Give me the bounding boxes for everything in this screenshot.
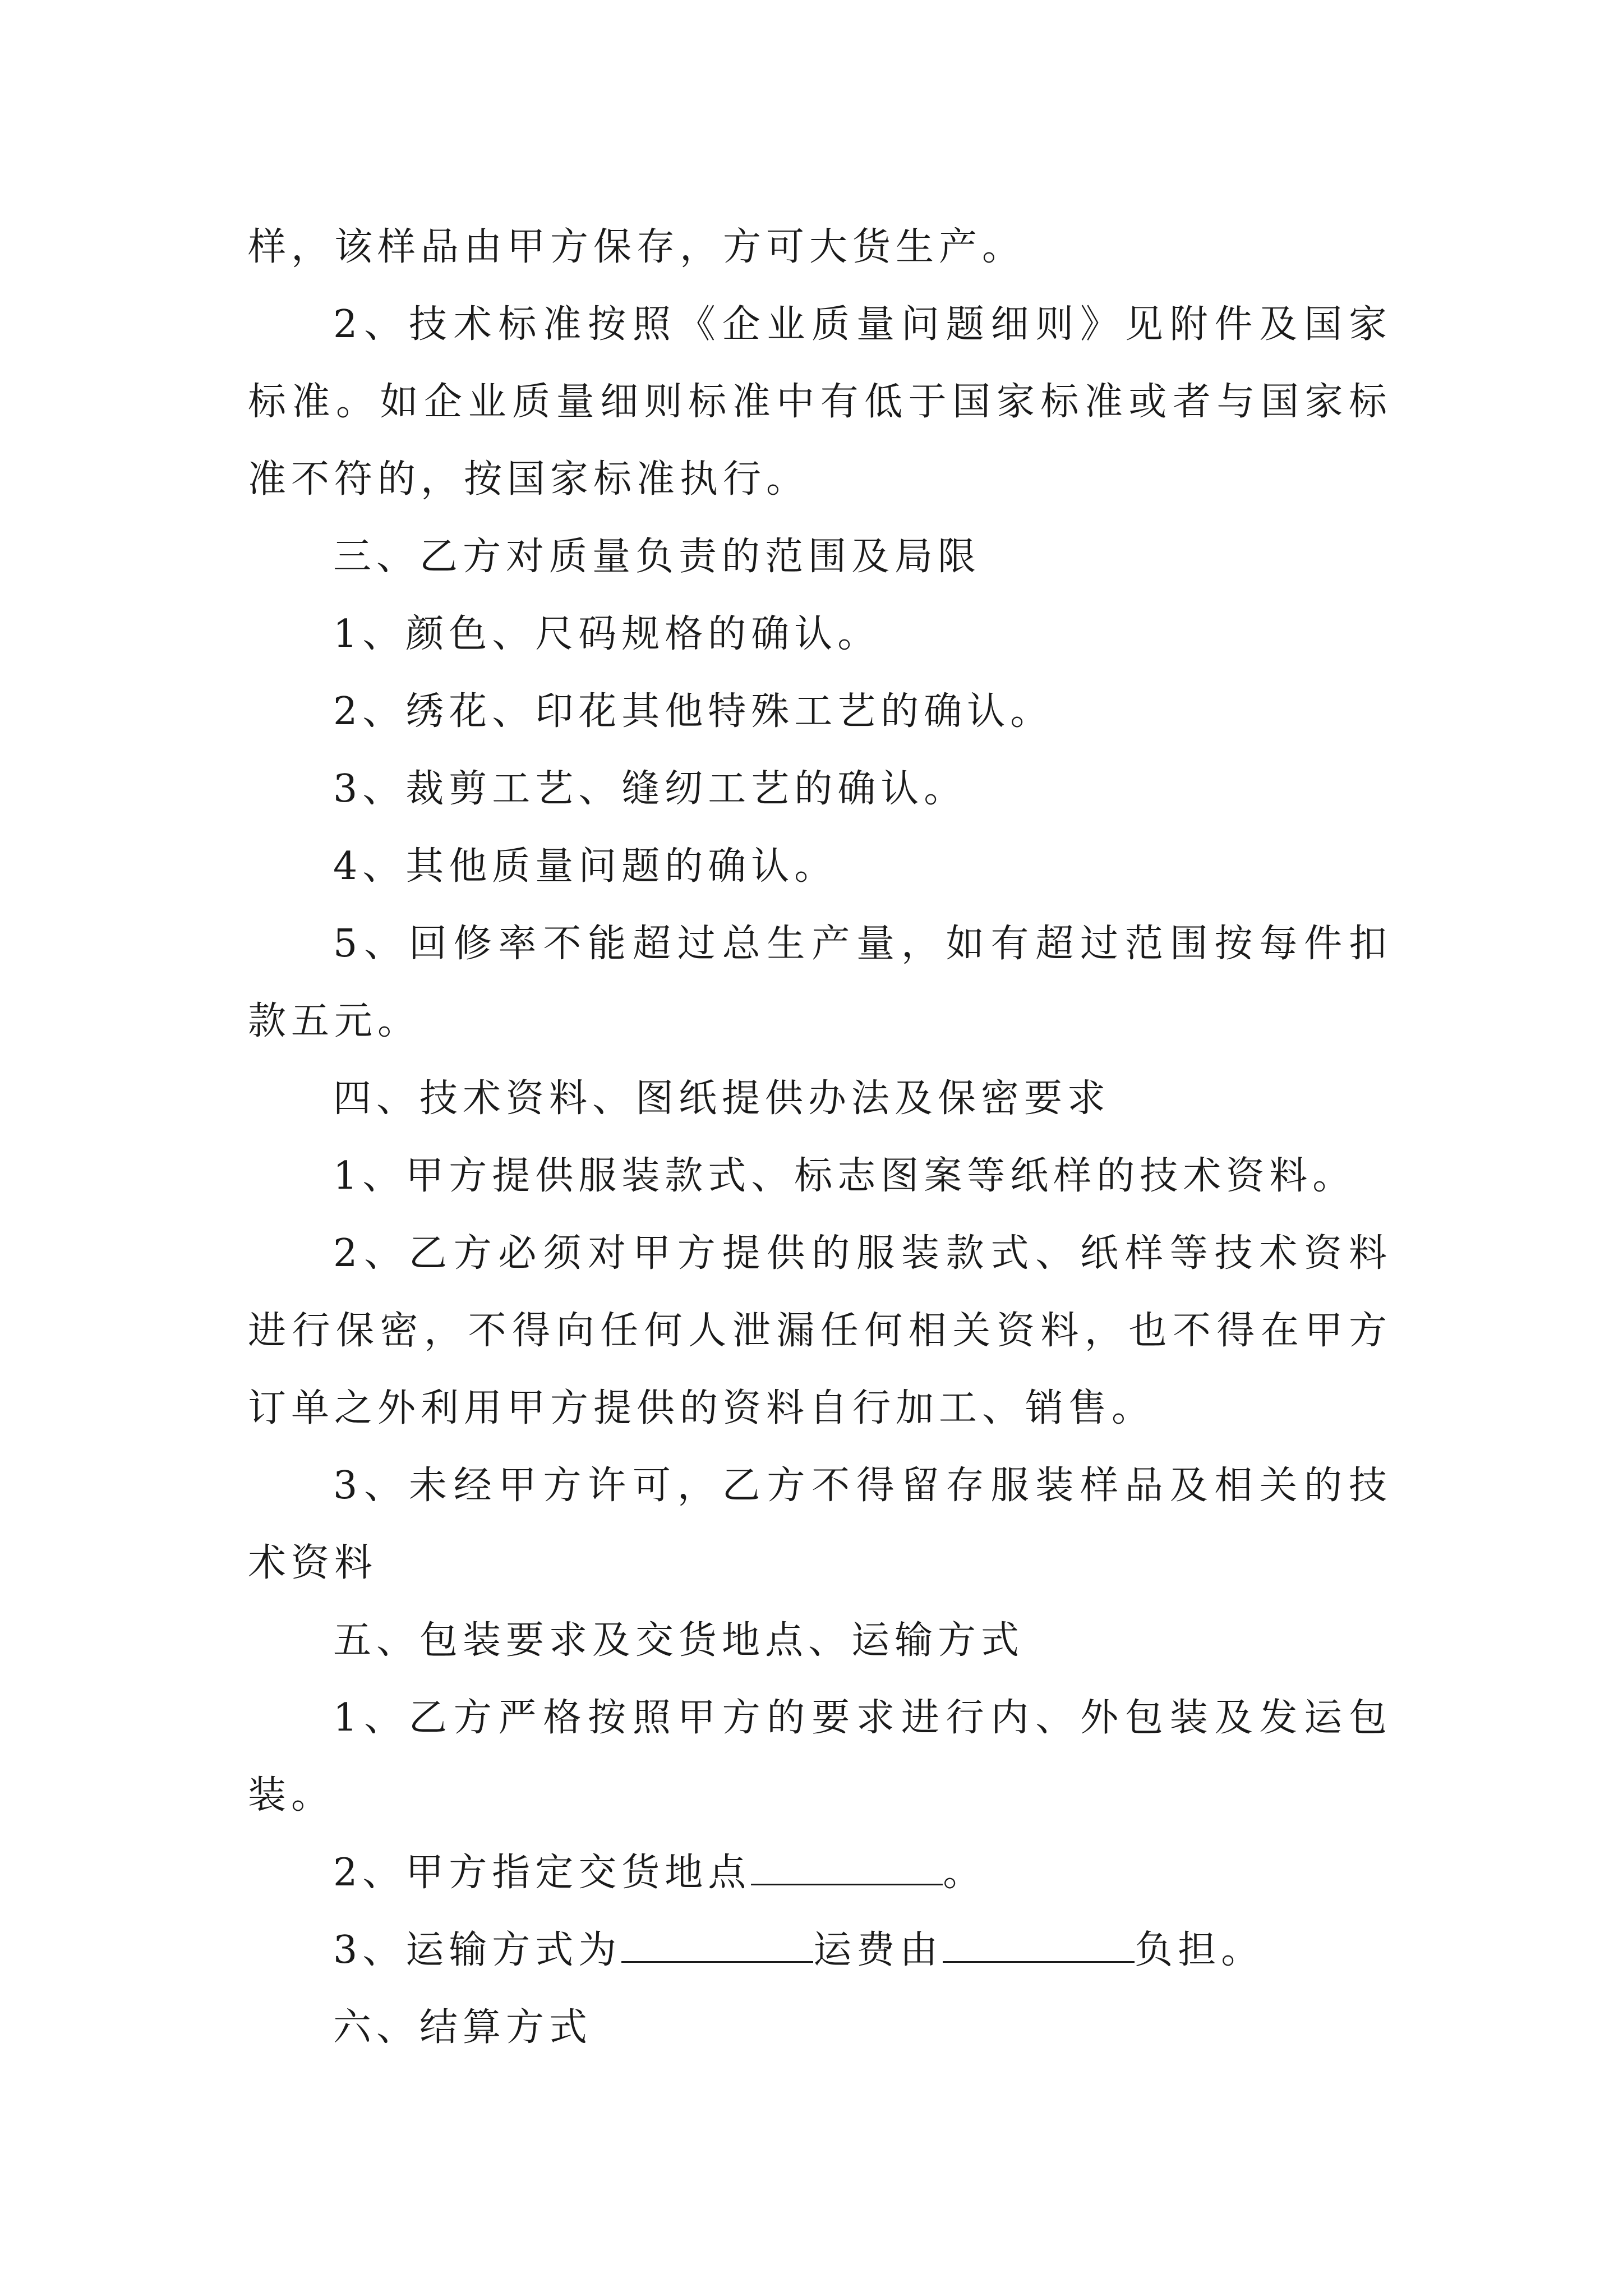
transport-prefix: 3、运输方式为: [333, 1928, 622, 1972]
paragraph-sample-storage: 样，该样品由甲方保存，方可大货生产。: [248, 225, 1026, 269]
list-item-delivery-place: [248, 1834, 1392, 1912]
transport-suffix: 负担。: [1135, 1928, 1265, 1972]
list-item-confidentiality: 2、乙方必须对甲方提供的服装款式、纸样等技术资料进行保密，不得向任何人泄漏任何相关资料，也不得在甲方订单之外利用甲方提供的资料自行加工、销售。: [248, 1231, 1392, 1430]
list-item-provide-data: 1、甲方提供服装款式、标志图案等纸样的技术资料。: [333, 1154, 1356, 1198]
paragraph-technical-standard: 2、技术标准按照《企业质量问题细则》见附件及国家标准。如企业质量细则标准中有低于国家标准或者与国家标准不符的，按国家标准执行。: [248, 302, 1392, 501]
transport-method-blank[interactable]: [621, 1926, 813, 1963]
section-heading-settlement: 六、结算方式: [333, 2005, 593, 2050]
transport-middle: 运费由: [813, 1928, 943, 1972]
section-heading-packaging: 五、包装要求及交货地点、运输方式: [333, 1618, 1025, 1663]
list-item-cutting-sewing: 3、裁剪工艺、缝纫工艺的确认。: [333, 767, 967, 811]
list-item-repair-rate: 5、回修率不能超过总生产量，如有超过范围按每件扣款五元。: [248, 922, 1392, 1043]
list-item-packaging: 1、乙方严格按照甲方的要求进行内、外包装及发运包装。: [248, 1696, 1392, 1818]
freight-payer-blank[interactable]: [943, 1926, 1135, 1963]
delivery-place-suffix: 。: [943, 1851, 986, 1895]
list-item-transport: [248, 1912, 1392, 1989]
section-heading-quality-scope: 三、乙方对质量负责的范围及局限: [333, 535, 981, 579]
list-item-embroidery-print: 2、绣花、印花其他特殊工艺的确认。: [333, 689, 1054, 734]
section-heading-technical-data: 四、技术资料、图纸提供办法及保密要求: [333, 1076, 1111, 1121]
list-item-color-size: 1、颜色、尺码规格的确认。: [333, 612, 881, 656]
list-item-other-quality: 4、其他质量问题的确认。: [333, 844, 838, 889]
delivery-place-prefix: 2、甲方指定交货地点: [333, 1851, 751, 1895]
list-item-no-retain: 3、未经甲方许可，乙方不得留存服装样品及相关的技术资料: [248, 1464, 1392, 1585]
delivery-place-blank[interactable]: [751, 1849, 943, 1885]
document-body: [248, 209, 1392, 2067]
